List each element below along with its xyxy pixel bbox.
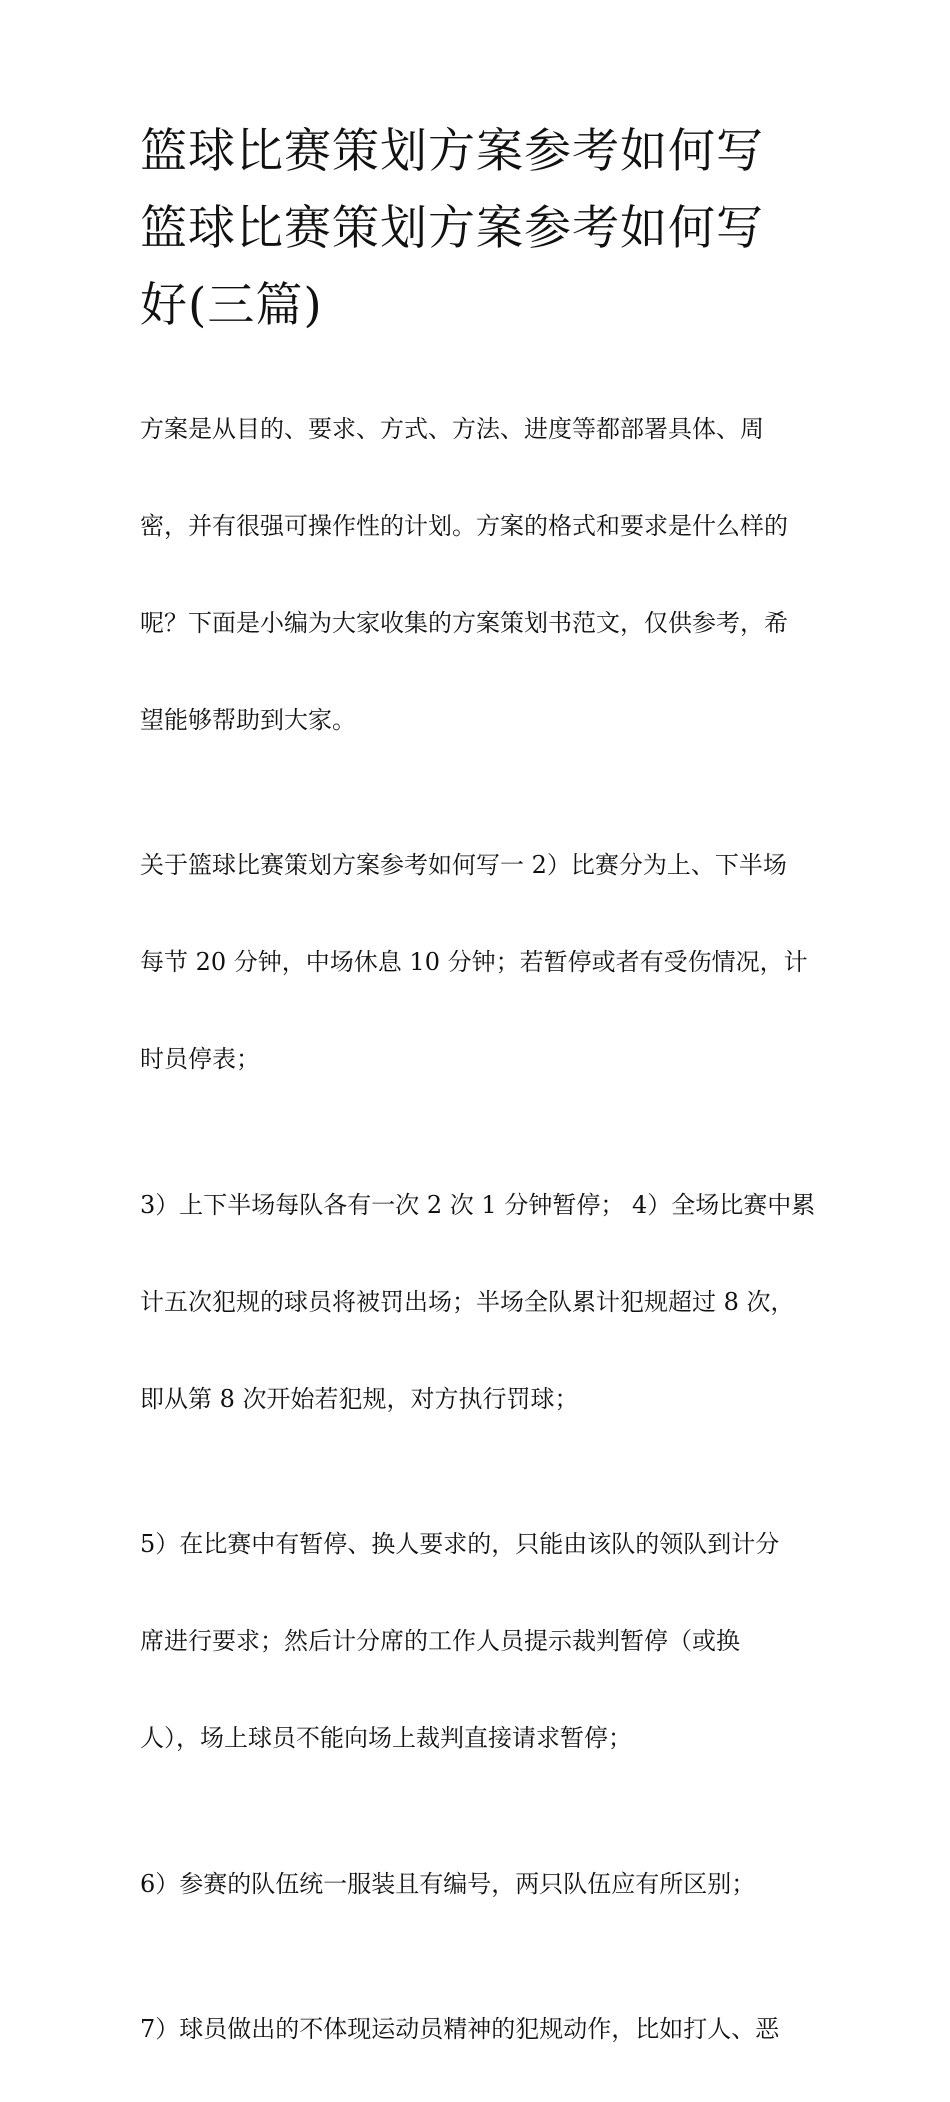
paragraph-line: 7）球员做出的不体现运动员精神的犯规动作，比如打人、恶 (140, 2005, 820, 2054)
paragraph-line: 望能够帮助到大家。 (140, 696, 820, 745)
paragraph-line: 呢？下面是小编为大家收集的方案策划书范文，仅供参考，希 (140, 599, 820, 648)
paragraph-line: 每节 20 分钟，中场休息 10 分钟；若暂停或者有受伤情况，计 (140, 938, 820, 987)
paragraph-line: 5）在比赛中有暂停、换人要求的，只能由该队的领队到计分 (140, 1520, 820, 1569)
document-content (140, 113, 820, 2102)
paragraph-rule-5 (140, 1472, 820, 1812)
paragraph-line: 席进行要求；然后计分席的工作人员提示裁判暂停（或换 (140, 1617, 820, 1666)
paragraph-line: 人），场上球员不能向场上裁判直接请求暂停； (140, 1714, 820, 1763)
title-line-1: 篮球比赛策划方案参考如何写 (140, 113, 820, 190)
document-title (140, 113, 820, 344)
title-line-3: 好(三篇) (140, 267, 820, 344)
paragraph-line: 关于篮球比赛策划方案参考如何写一 2）比赛分为上、下半场 (140, 841, 820, 890)
paragraph-rule-3-4 (140, 1132, 820, 1472)
paragraph-line: 密，并有很强可操作性的计划。方案的格式和要求是什么样的 (140, 502, 820, 551)
paragraph-line: 方案是从目的、要求、方式、方法、进度等都部署具体、周 (140, 405, 820, 454)
paragraph-rule-2 (140, 793, 820, 1133)
paragraph-line: 3）上下半场每队各有一次 2 次 1 分钟暂停； 4）全场比赛中累 (140, 1181, 820, 1230)
title-line-2: 篮球比赛策划方案参考如何写 (140, 190, 820, 267)
paragraph-line: 即从第 8 次开始若犯规，对方执行罚球； (140, 1375, 820, 1424)
paragraph-line: 计五次犯规的球员将被罚出场；半场全队累计犯规超过 8 次， (140, 1278, 820, 1327)
paragraph-intro (140, 356, 820, 793)
paragraph-rule-7 (140, 1957, 820, 2102)
paragraph-line: 6）参赛的队伍统一服装且有编号，两只队伍应有所区别； (140, 1860, 820, 1909)
paragraph-line: 时员停表； (140, 1035, 820, 1084)
paragraph-rule-6 (140, 1811, 820, 1957)
